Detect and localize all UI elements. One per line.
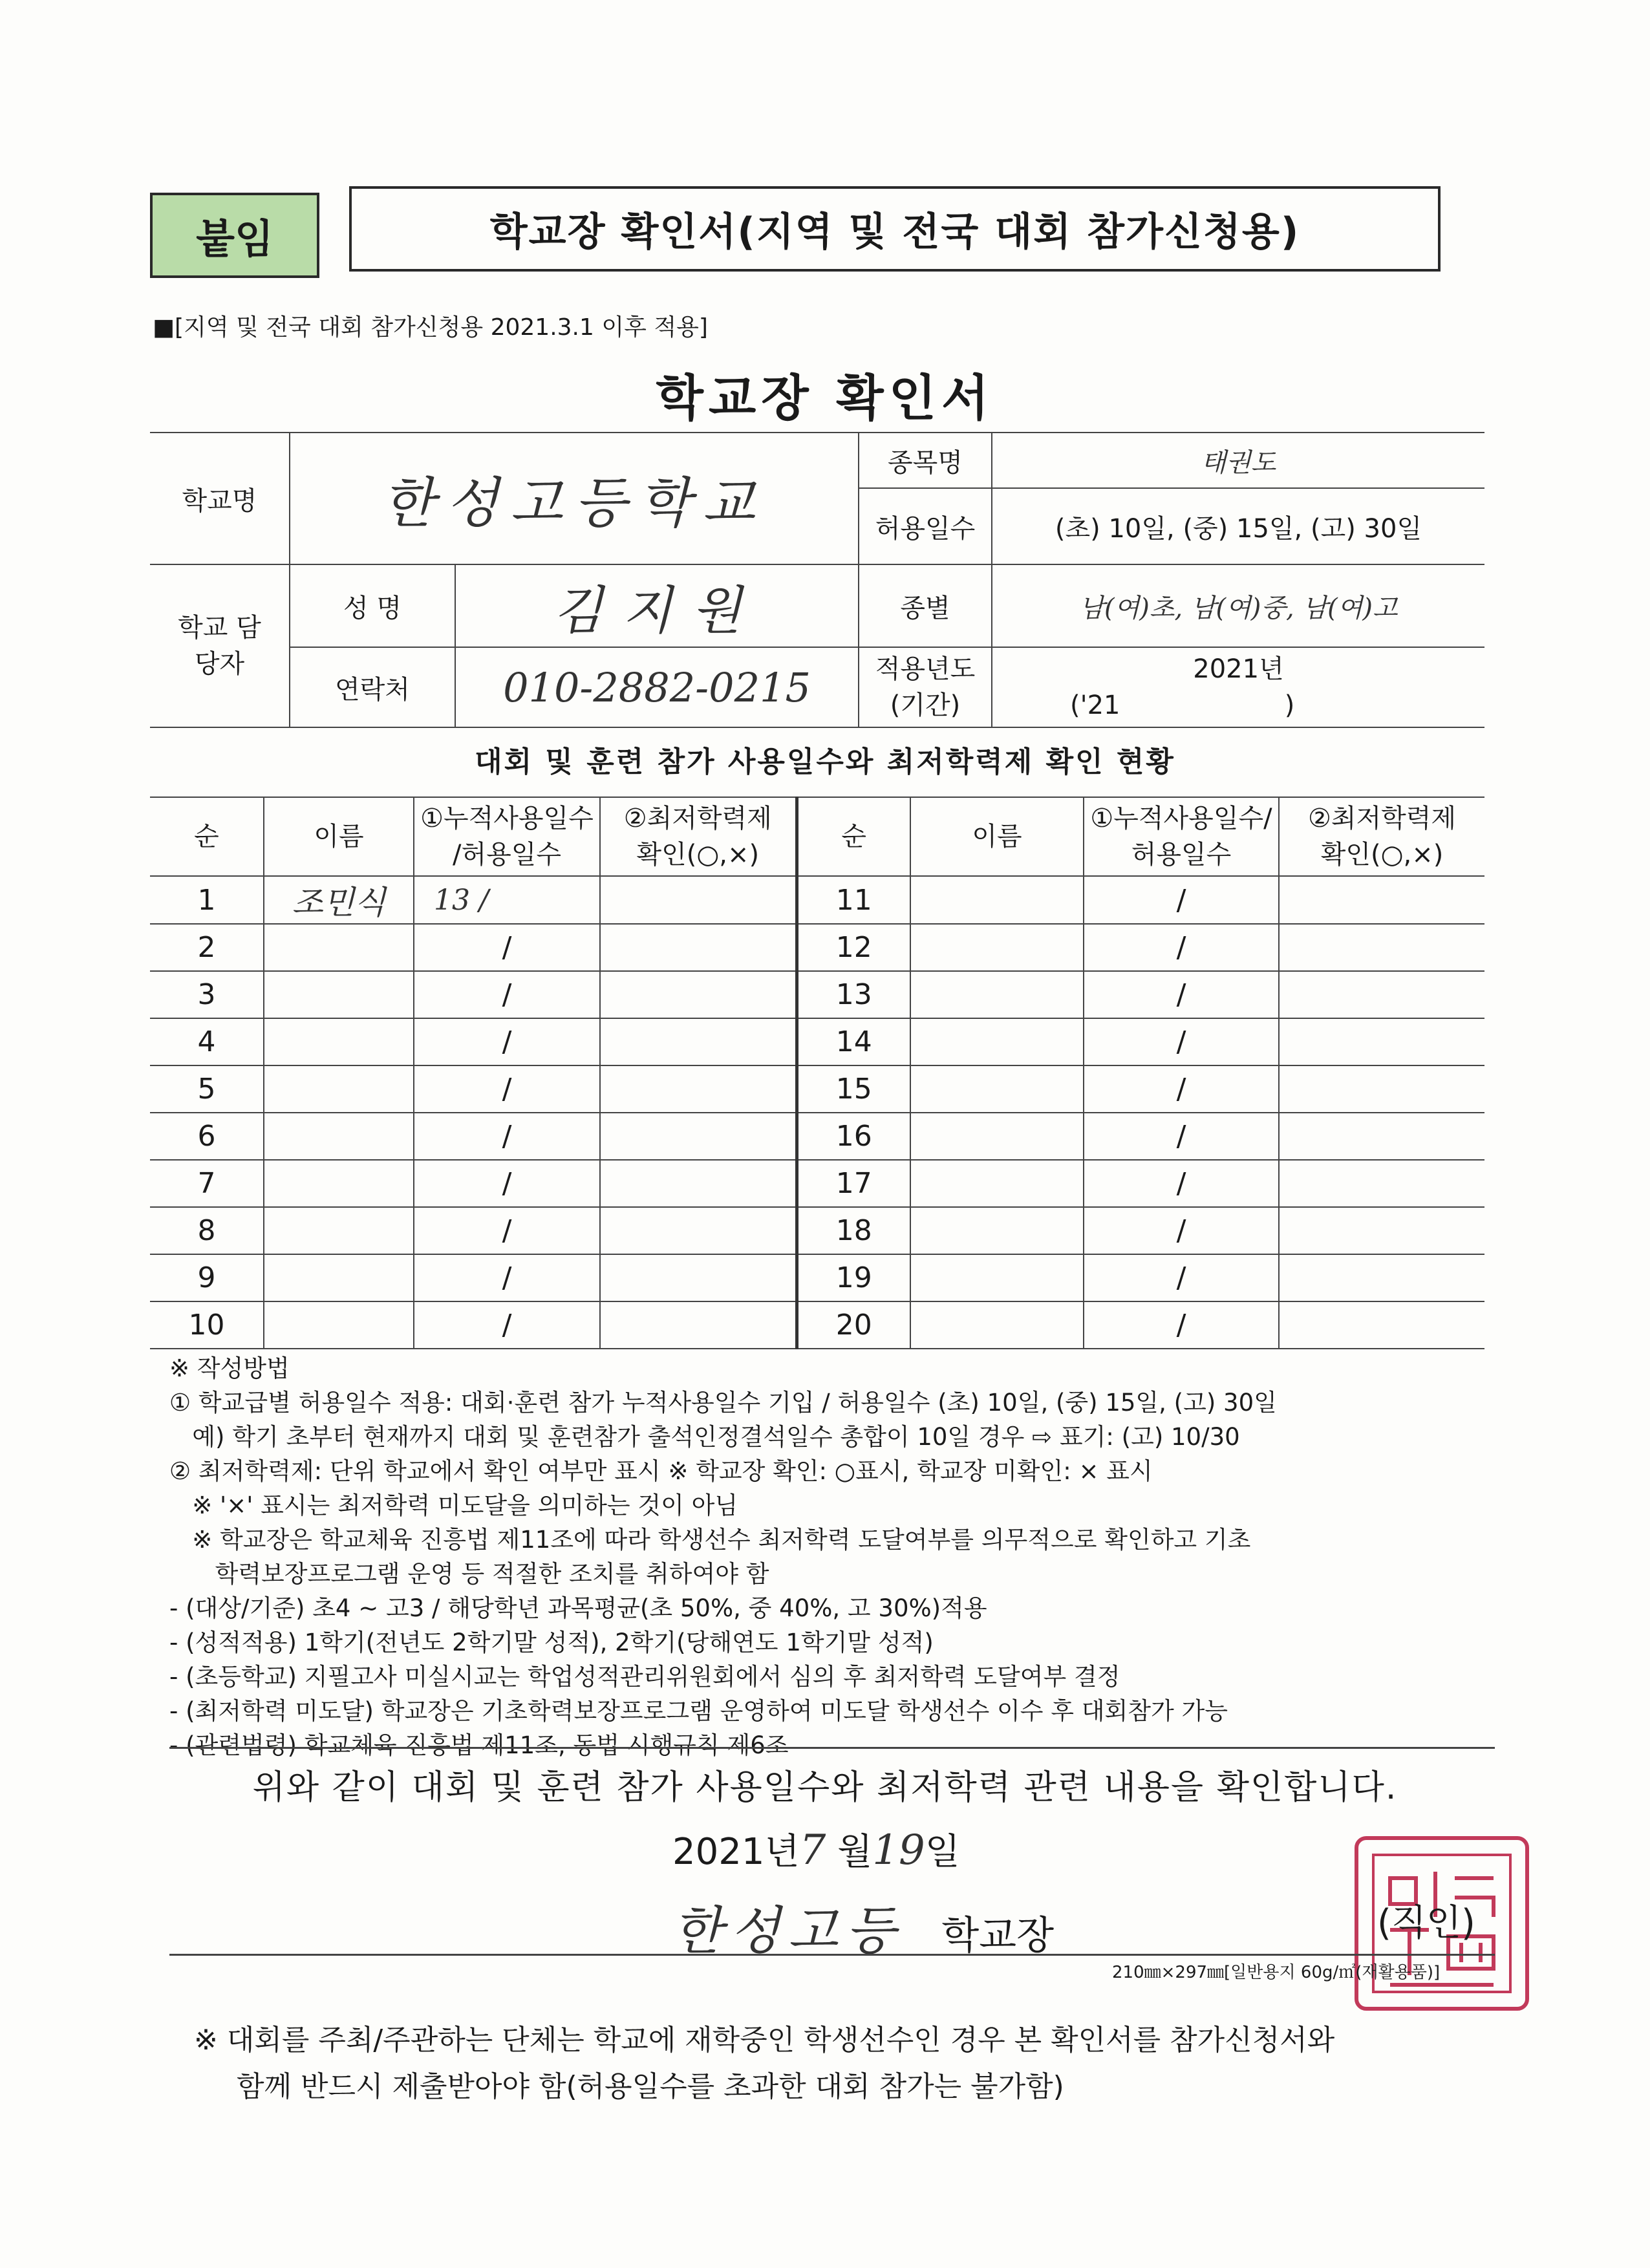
- date-day-suffix: 일: [925, 1831, 960, 1873]
- type-label: 종별: [859, 564, 992, 647]
- col-days-line2: /허용일수: [452, 840, 562, 870]
- row-number: 4: [150, 1018, 264, 1065]
- row-days-field[interactable]: /: [414, 1065, 600, 1113]
- row-check-field[interactable]: [1279, 1254, 1484, 1301]
- row-number: 14: [797, 1018, 910, 1065]
- row-check-field[interactable]: [600, 1113, 797, 1160]
- table-row: [150, 1301, 1484, 1349]
- row-number: 15: [797, 1065, 910, 1113]
- instruction-line: ※ 학교장은 학교체육 진흥법 제11조에 따라 학생선수 최저학력 도달여부를 의무적으로 확인하고 기초: [169, 1526, 1251, 1554]
- instruction-line: ※ '×' 표시는 최저학력 미도달을 의미하는 것이 아님: [169, 1492, 738, 1519]
- row-name-field[interactable]: [264, 1065, 414, 1113]
- instruction-line: - (관련법령) 학교체육 진흥법 제11조, 동법 시행규칙 제6조: [169, 1731, 789, 1759]
- col-name-header: 이름: [264, 797, 414, 876]
- table-row: [150, 1207, 1484, 1254]
- table-row: [150, 1018, 1484, 1065]
- instruction-line: ① 학교급별 허용일수 적용: 대회·훈련 참가 누적사용일수 기입 / 허용일수 (초) 10일, (중) 15일, (고) 30일: [169, 1389, 1277, 1417]
- event-label: 종목명: [859, 433, 992, 488]
- row-name-field[interactable]: [910, 876, 1084, 924]
- row-name-field[interactable]: [264, 1207, 414, 1254]
- col-check2-header: [1279, 797, 1484, 876]
- footer-note: [194, 2017, 1334, 2110]
- row-days-field[interactable]: /: [1084, 1254, 1279, 1301]
- row-name-field[interactable]: [910, 1207, 1084, 1254]
- col-check-line2: 확인(○,×): [636, 840, 760, 870]
- col-days-line1: ①누적사용일수: [420, 804, 594, 833]
- row-check-field[interactable]: [1279, 1160, 1484, 1207]
- row-name-field[interactable]: [910, 1113, 1084, 1160]
- row-days-field[interactable]: /: [1084, 1301, 1279, 1349]
- row-days-field[interactable]: /: [414, 1018, 600, 1065]
- event-field[interactable]: 태권도: [992, 433, 1484, 488]
- phone-label: 연락처: [290, 647, 455, 727]
- row-name-field[interactable]: [264, 924, 414, 971]
- participants-table: [150, 797, 1484, 1349]
- row-days-field[interactable]: /: [414, 1207, 600, 1254]
- row-days-field[interactable]: /: [1084, 971, 1279, 1018]
- row-number: 1: [150, 876, 264, 924]
- document-header-title: [349, 186, 1441, 272]
- footer-line: 함께 반드시 제출받아야 함(허용일수를 초과한 대회 참가는 불가함): [237, 2070, 1064, 2103]
- principal-role: 학교장: [941, 1913, 1055, 1958]
- attachment-label: 붙임: [196, 215, 273, 262]
- row-check-field[interactable]: [1279, 971, 1484, 1018]
- attachment-tab: [150, 193, 319, 278]
- row-number: 2: [150, 924, 264, 971]
- header-title-text: 학교장 확인서(지역 및 전국 대회 참가신청용): [489, 209, 1300, 255]
- date-year: 2021년: [672, 1831, 800, 1873]
- contact-name-field[interactable]: 김지원: [455, 564, 859, 647]
- row-name-field[interactable]: [910, 1301, 1084, 1349]
- applicability-note: ■[지역 및 전국 대회 참가신청용 2021.3.1 이후 적용]: [153, 314, 708, 341]
- allowed-days-label: 허용일수: [859, 488, 992, 564]
- col-days2-line1: ①누적사용일수/: [1090, 804, 1272, 833]
- year-value: 2021년: [1193, 654, 1284, 684]
- col-name2-header: 이름: [910, 797, 1084, 876]
- page-title: 학교장 확인서: [656, 369, 994, 427]
- row-name-field[interactable]: [264, 971, 414, 1018]
- row-name-field[interactable]: [910, 1254, 1084, 1301]
- row-name-field[interactable]: 조민식: [264, 876, 414, 924]
- row-check-field[interactable]: [1279, 1113, 1484, 1160]
- row-name-field[interactable]: [910, 1018, 1084, 1065]
- row-number: 18: [797, 1207, 910, 1254]
- col-days-header: [414, 797, 600, 876]
- col-no-header: 순: [150, 797, 264, 876]
- row-number: 9: [150, 1254, 264, 1301]
- year-label: 적용년도: [875, 654, 976, 684]
- row-days-field[interactable]: /: [414, 924, 600, 971]
- period-value: ('21 ): [1070, 690, 1295, 720]
- row-check-field[interactable]: [1279, 1207, 1484, 1254]
- date-line: [672, 1823, 960, 1875]
- row-number: 16: [797, 1113, 910, 1160]
- table-row: [150, 1254, 1484, 1301]
- instruction-line: - (대상/기준) 초4 ~ 고3 / 해당학년 과목평균(초 50%, 중 40%, 고 30%)적용: [169, 1594, 987, 1622]
- instruction-line: - (성적적용) 1학기(전년도 2학기말 성적), 2학기(당해연도 1학기말 성적): [169, 1629, 934, 1656]
- table-row: [150, 876, 1484, 924]
- instruction-line: - (최저학력 미도달) 학교장은 기초학력보장프로그램 운영하여 미도달 학생선수 이수 후 대회참가 가능: [169, 1697, 1228, 1725]
- section-title: 대회 및 훈련 참가 사용일수와 최저학력제 확인 현황: [475, 745, 1175, 778]
- row-check-field[interactable]: [600, 1254, 797, 1301]
- row-days-field[interactable]: /: [414, 971, 600, 1018]
- row-number: 20: [797, 1301, 910, 1349]
- footer-line: ※ 대회를 주최/주관하는 단체는 학교에 재학중인 학생선수인 경우 본 확인서를 참가신청서와: [194, 2024, 1335, 2057]
- row-number: 3: [150, 971, 264, 1018]
- period-label: (기간): [890, 690, 961, 720]
- row-days-field[interactable]: /: [1084, 1065, 1279, 1113]
- row-days-field[interactable]: /: [1084, 924, 1279, 971]
- table-header-row: [150, 797, 1484, 876]
- row-number: 10: [150, 1301, 264, 1349]
- row-check-field[interactable]: [600, 1301, 797, 1349]
- row-days-field[interactable]: /: [414, 1301, 600, 1349]
- confirm-statement: 위와 같이 대회 및 훈련 참가 사용일수와 최저학력 관련 내용을 확인합니다.: [252, 1768, 1398, 1807]
- row-days-field[interactable]: /: [414, 1113, 600, 1160]
- row-number: 8: [150, 1207, 264, 1254]
- row-number: 17: [797, 1160, 910, 1207]
- table-row: [150, 1113, 1484, 1160]
- row-check-field[interactable]: [600, 1160, 797, 1207]
- phone-field[interactable]: 010-2882-0215: [455, 647, 859, 727]
- school-handwritten[interactable]: 한성고등: [672, 1901, 904, 1961]
- table-row: [150, 971, 1484, 1018]
- row-check-field[interactable]: [600, 1065, 797, 1113]
- row-days-field[interactable]: /: [414, 1254, 600, 1301]
- row-check-field[interactable]: [600, 971, 797, 1018]
- row-name-field[interactable]: [910, 971, 1084, 1018]
- date-month-suffix: 월: [837, 1831, 873, 1873]
- school-name-label: 학교명: [150, 433, 290, 564]
- row-check-field[interactable]: [600, 876, 797, 924]
- table-body: [150, 876, 1484, 1349]
- col-check2-line1: ②최저학력제: [1307, 804, 1457, 833]
- row-days-field[interactable]: /: [1084, 1207, 1279, 1254]
- row-days-field[interactable]: /: [1084, 1160, 1279, 1207]
- col-no2-header: 순: [797, 797, 910, 876]
- divider-bottom: [169, 1954, 1495, 1956]
- row-name-field[interactable]: [910, 924, 1084, 971]
- paper-spec: 210㎜×297㎜[일반용지 60g/㎡(재활용품)]: [1112, 1963, 1441, 1982]
- row-days-field[interactable]: /: [1084, 876, 1279, 924]
- allowed-days-value: (초) 10일, (중) 15일, (고) 30일: [992, 488, 1484, 564]
- date-day[interactable]: 19: [872, 1826, 925, 1874]
- signature-line: [672, 1889, 1054, 1963]
- row-name-field[interactable]: [264, 1113, 414, 1160]
- school-name-field[interactable]: 한성고등학교: [290, 433, 859, 564]
- row-name-field[interactable]: [910, 1065, 1084, 1113]
- year-label-cell: [859, 647, 992, 727]
- instruction-line: - (초등학교) 지필고사 미실시교는 학업성적관리위원회에서 심의 후 최저학력 도달여부 결정: [169, 1663, 1120, 1691]
- row-check-field[interactable]: [600, 1207, 797, 1254]
- row-number: 5: [150, 1065, 264, 1113]
- table-row: [150, 1160, 1484, 1207]
- row-number: 13: [797, 971, 910, 1018]
- row-name-field[interactable]: [264, 1301, 414, 1349]
- row-check-field[interactable]: [600, 924, 797, 971]
- instruction-line: ② 최저학력제: 단위 학교에서 확인 여부만 표시 ※ 학교장 확인: ○표시, 학교장 미확인: × 표시: [169, 1457, 1153, 1485]
- row-number: 12: [797, 924, 910, 971]
- contact-name-label: 성 명: [290, 564, 455, 647]
- row-number: 19: [797, 1254, 910, 1301]
- row-name-field[interactable]: [264, 1254, 414, 1301]
- type-field[interactable]: 남(여)초, 남(여)중, 남(여)고: [992, 564, 1484, 647]
- row-check-field[interactable]: [1279, 1301, 1484, 1349]
- instruction-line: ※ 작성방법: [169, 1354, 290, 1382]
- row-check-field[interactable]: [1279, 924, 1484, 971]
- row-name-field[interactable]: [264, 1160, 414, 1207]
- row-days-field[interactable]: /: [1084, 1018, 1279, 1065]
- table-row: [150, 1065, 1484, 1113]
- row-days-field[interactable]: 13 /: [414, 876, 600, 924]
- col-check2-line2: 확인(○,×): [1320, 840, 1444, 870]
- contact-group-label: 학교 담당자: [150, 564, 290, 727]
- row-number: 6: [150, 1113, 264, 1160]
- row-check-field[interactable]: [1279, 1018, 1484, 1065]
- year-field[interactable]: [992, 647, 1484, 727]
- row-days-field[interactable]: /: [1084, 1113, 1279, 1160]
- col-days2-header: [1084, 797, 1279, 876]
- col-check-header: [600, 797, 797, 876]
- col-days2-line2: 허용일수: [1131, 840, 1232, 870]
- row-days-field[interactable]: /: [414, 1160, 600, 1207]
- divider: [169, 1747, 1495, 1749]
- instruction-line: 학력보장프로그램 운영 등 적절한 조치를 취하여야 함: [169, 1560, 769, 1588]
- instruction-line: 예) 학기 초부터 현재까지 대회 및 훈련참가 출석인정결석일수 총합이 10일 경우 ⇨ 표기: (고) 10/30: [169, 1423, 1240, 1451]
- row-number: 11: [797, 876, 910, 924]
- info-table: [150, 432, 1484, 728]
- row-name-field[interactable]: [264, 1018, 414, 1065]
- table-row: [150, 924, 1484, 971]
- row-name-field[interactable]: [910, 1160, 1084, 1207]
- date-month[interactable]: 7: [799, 1826, 826, 1874]
- row-check-field[interactable]: [600, 1018, 797, 1065]
- col-check-line1: ②최저학력제: [623, 804, 772, 833]
- seal-label: (직인): [1377, 1902, 1475, 1944]
- row-number: 7: [150, 1160, 264, 1207]
- instructions: [169, 1351, 1501, 1762]
- row-check-field[interactable]: [1279, 876, 1484, 924]
- row-check-field[interactable]: [1279, 1065, 1484, 1113]
